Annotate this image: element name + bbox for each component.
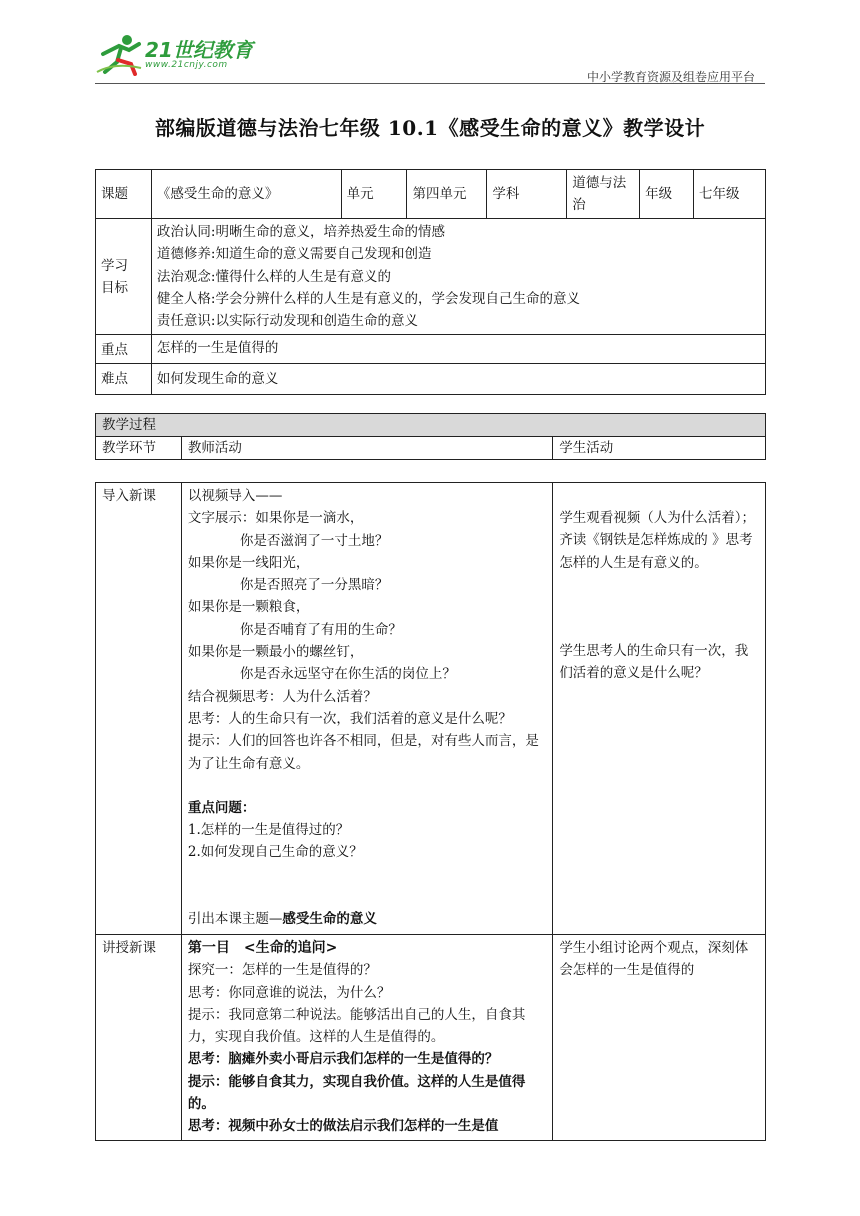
lecture-bold-line: 提示：能够自食其力，实现自我价值。这样的人生是值得的。	[187, 1073, 526, 1113]
brand-url: www.21cnjy.com	[145, 60, 228, 70]
spacer	[188, 864, 546, 908]
grade-label: 年级	[640, 170, 694, 219]
process-columns-row	[96, 437, 766, 460]
intro-student-text-2: 学生思考人的生命只有一次，我们活着的意义是什么呢？	[559, 642, 749, 682]
lecture-line: 提示：我同意第二种说法。能够活出自己的人生，自食其力，实现自我价值。这样的人生是值得的。	[187, 1006, 526, 1046]
lesson-info-table	[95, 169, 766, 395]
goal-item: 道德修养:知道生命的意义需要自己发现和创造	[156, 246, 432, 263]
unit-value: 第四单元	[407, 170, 487, 219]
header-divider	[95, 83, 765, 84]
intro-line: 文字展示：如果你是一滴水，	[187, 510, 364, 527]
goals-list	[151, 219, 765, 335]
lecture-stage: 讲授新课	[96, 935, 182, 1141]
intro-teacher-activity	[181, 483, 552, 935]
topic-label: 课题	[96, 170, 152, 219]
info-row-topic	[96, 170, 766, 219]
intro-line: 你是否哺育了有用的生命？	[239, 621, 402, 638]
intro-line: 以视频导入——	[187, 488, 283, 504]
info-row-key	[96, 335, 766, 364]
key-label: 重点	[96, 335, 152, 364]
topic-value: 《感受生命的意义》	[151, 170, 341, 219]
goal-item: 法治观念:懂得什么样的人生是有意义的	[156, 268, 391, 285]
spacer	[559, 574, 759, 640]
spacer	[559, 485, 759, 507]
spacer	[188, 775, 546, 797]
intro-line: 结合视频思考：人为什么活着？	[187, 688, 377, 705]
intro-line: 你是否永远坚守在你生活的岗位上？	[239, 666, 456, 683]
goals-label-line-1: 学习	[101, 257, 128, 274]
intro-stage: 导入新课	[96, 483, 182, 935]
difficulty-label: 难点	[96, 364, 152, 395]
goals-label-line-2: 目标	[101, 279, 128, 296]
col-teacher: 教师活动	[181, 437, 552, 460]
intro-row	[96, 483, 766, 935]
process-title: 教学过程	[96, 414, 766, 437]
intro-line: 你是否滋润了一寸土地？	[239, 532, 389, 549]
process-table	[95, 482, 766, 1141]
process-header-table	[95, 413, 766, 460]
info-row-goals	[96, 219, 766, 335]
lecture-row	[96, 935, 766, 1141]
runner-icon	[95, 32, 145, 76]
lead-prefix: 引出本课主题—	[187, 910, 283, 927]
lead-topic-line	[188, 908, 546, 930]
intro-line: 思考：人的生命只有一次，我们活着的意义是什么呢？	[187, 710, 512, 727]
subject-label: 学科	[487, 170, 567, 219]
brand-name: 21世纪教育	[145, 38, 253, 62]
intro-student-text-1: 学生观看视频（人为什么活着）；齐读《钢铁是怎样炼成的 》思考怎样的人生是有意义的。	[559, 510, 756, 571]
intro-line: 如果你是一线阳光，	[187, 554, 310, 571]
goal-item: 责任意识:以实际行动发现和创造生命的意义	[156, 313, 418, 330]
lead-topic: 感受生命的意义	[282, 910, 377, 927]
key-value: 怎样的一生是值得的	[151, 335, 765, 364]
goals-label	[96, 219, 152, 335]
key-question: 1.怎样的一生是值得过的？	[187, 822, 350, 839]
lecture-line: 思考：你同意谁的说法，为什么？	[187, 984, 391, 1001]
goal-item: 健全人格:学会分辨什么样的人生是有意义的，学会发现自己生命的意义	[156, 290, 580, 307]
lecture-student-text: 学生小组讨论两个观点，深刻体会怎样的一生是值得的	[559, 940, 749, 979]
subject-value: 道德与法治	[567, 170, 640, 219]
info-row-difficulty	[96, 364, 766, 395]
brand-logo	[95, 32, 265, 76]
intro-student-activity	[553, 483, 766, 935]
lecture-line: 探究一：怎样的一生是值得的？	[187, 962, 377, 979]
platform-name: 中小学教育资源及组卷应用平台	[586, 70, 755, 84]
col-student: 学生活动	[553, 437, 766, 460]
unit-label: 单元	[341, 170, 407, 219]
intro-line: 如果你是一颗最小的螺丝钉，	[187, 644, 364, 661]
intro-line: 提示：人们的回答也许各不相同，但是，对有些人而言，是为了让生命有意义。	[187, 733, 539, 772]
page-header	[95, 32, 765, 82]
lecture-student-activity	[553, 935, 766, 1141]
lecture-teacher-activity	[181, 935, 552, 1141]
document-title: 部编版道德与法治七年级 10.1《感受生命的意义》教学设计	[154, 116, 706, 140]
process-title-row	[96, 414, 766, 437]
col-stage: 教学环节	[96, 437, 182, 460]
lecture-bold-line: 思考：脑瘫外卖小哥启示我们怎样的一生是值得的？	[187, 1051, 499, 1068]
intro-line: 你是否照亮了一分黑暗？	[239, 577, 389, 594]
lecture-bold-line: 思考：视频中孙女士的做法启示我们怎样的一生是值	[187, 1118, 499, 1135]
goal-item: 政治认同:明晰生命的意义，培养热爱生命的情感	[156, 224, 445, 240]
difficulty-value: 如何发现生命的意义	[151, 364, 765, 395]
key-question: 2.如何发现自己生命的意义？	[187, 844, 363, 861]
intro-line: 如果你是一颗粮食，	[187, 599, 310, 616]
key-questions-label: 重点问题：	[187, 799, 256, 816]
section-heading: 第一目 <生命的追问>	[187, 940, 338, 956]
grade-value: 七年级	[694, 170, 766, 219]
